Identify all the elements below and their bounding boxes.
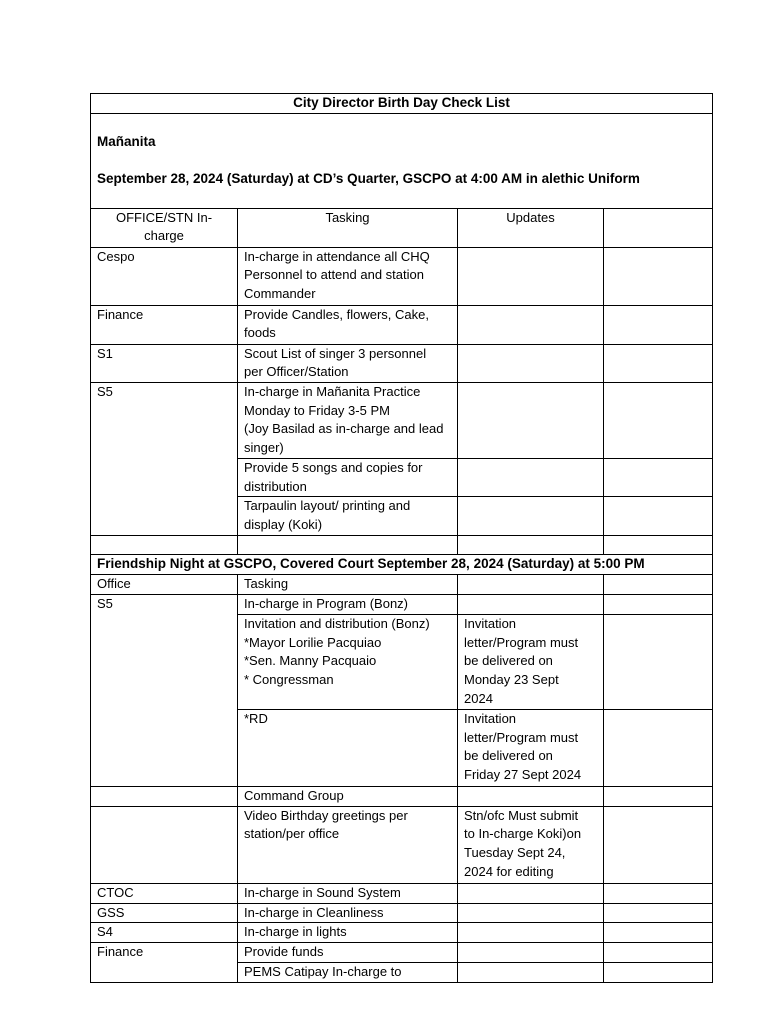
tasking-cell: Invitation and distribution (Bonz) *Mayor Lorilie Pacquiao *Sen. Manny Pacquaio * Congressman [238,615,458,710]
updates-cell: Invitation letter/Program must be delivered on Monday 23 Sept 2024 [458,615,604,710]
table-row [91,595,713,615]
table-row [91,923,713,943]
blank-cell [604,806,713,883]
blank-cell [604,787,713,807]
title-row [91,94,713,114]
office-cell [91,806,238,883]
blank-cell [604,305,713,344]
office-cell: GSS [91,903,238,923]
header-office: Office [91,575,238,595]
blank-cell [604,247,713,305]
blank-cell [604,710,713,787]
blank-cell [604,903,713,923]
table-row [91,883,713,903]
header-office: OFFICE/STN In- charge [91,208,238,247]
document-title: City Director Birth Day Check List [91,94,713,114]
table-row [91,344,713,382]
updates-cell: Invitation letter/Program must be delivered on Friday 27 Sept 2024 [458,710,604,787]
tasking-cell: In-charge in lights [238,923,458,943]
table-row [91,787,713,807]
table-row [91,943,713,963]
table-row [91,305,713,344]
blank-cell [604,595,713,615]
office-cell: Finance [91,305,238,344]
updates-cell [458,883,604,903]
updates-cell [458,458,604,496]
table-row [91,903,713,923]
updates-cell [458,344,604,382]
updates-cell [458,595,604,615]
tasking-cell: Provide 5 songs and copies for distribution [238,458,458,496]
friendship-heading: Friendship Night at GSCPO, Covered Court September 28, 2024 (Saturday) at 5:00 PM [91,555,713,575]
office-cell: S1 [91,344,238,382]
updates-cell [458,382,604,458]
office-cell: S5 [91,382,238,535]
tasking-cell: Video Birthday greetings per station/per office [238,806,458,883]
tasking-cell: In-charge in Cleanliness [238,903,458,923]
tasking-cell: In-charge in Mañanita Practice Monday to Friday 3-5 PM (Joy Basilad as in-charge and lead singer) [238,382,458,458]
header-updates: Updates [458,208,604,247]
office-cell [91,787,238,807]
updates-cell [458,963,604,983]
updates-cell [458,497,604,536]
blank-cell [604,382,713,458]
updates-cell: Stn/ofc Must submit to In-charge Koki)on Tuesday Sept 24, 2024 for editing [458,806,604,883]
tasking-cell: In-charge in Sound System [238,883,458,903]
updates-cell [458,787,604,807]
mananita-heading: Mañanita [97,133,156,149]
tasking-cell: Tarpaulin layout/ printing and display (Koki) [238,497,458,536]
spacer-row [91,536,713,555]
updates-cell [458,903,604,923]
tasking-cell: In-charge in Program (Bonz) [238,595,458,615]
header-row [91,208,713,247]
office-cell: S5 [91,595,238,787]
blank-cell [604,923,713,943]
updates-cell [458,943,604,963]
tasking-cell: Scout List of singer 3 personnel per Officer/Station [238,344,458,382]
tasking-cell: PEMS Catipay In-charge to [238,963,458,983]
checklist-table [90,93,713,983]
header-tasking: Tasking [238,575,458,595]
blank-cell [604,615,713,710]
blank-cell [604,883,713,903]
tasking-cell: Command Group [238,787,458,807]
office-cell: S4 [91,923,238,943]
section-header-friendship [91,555,713,575]
tasking-cell: Provide funds [238,943,458,963]
updates-cell [458,305,604,344]
header-tasking: Tasking [238,208,458,247]
office-cell: CTOC [91,883,238,903]
header-row [91,575,713,595]
blank-cell [604,497,713,536]
tasking-cell: Provide Candles, flowers, Cake, foods [238,305,458,344]
tasking-cell: *RD [238,710,458,787]
table-row [91,382,713,458]
updates-cell [458,923,604,943]
updates-cell [458,247,604,305]
office-cell: Finance [91,943,238,982]
tasking-cell: In-charge in attendance all CHQ Personnel to attend and station Commander [238,247,458,305]
mananita-subheading: September 28, 2024 (Saturday) at CD’s Quarter, GSCPO at 4:00 AM in alethic Uniform [97,171,640,187]
table-row [91,247,713,305]
blank-cell [604,458,713,496]
blank-cell [604,963,713,983]
header-blank [604,208,713,247]
table-row [91,806,713,883]
section-header-mananita [91,114,713,209]
office-cell: Cespo [91,247,238,305]
blank-cell [604,943,713,963]
blank-cell [604,344,713,382]
